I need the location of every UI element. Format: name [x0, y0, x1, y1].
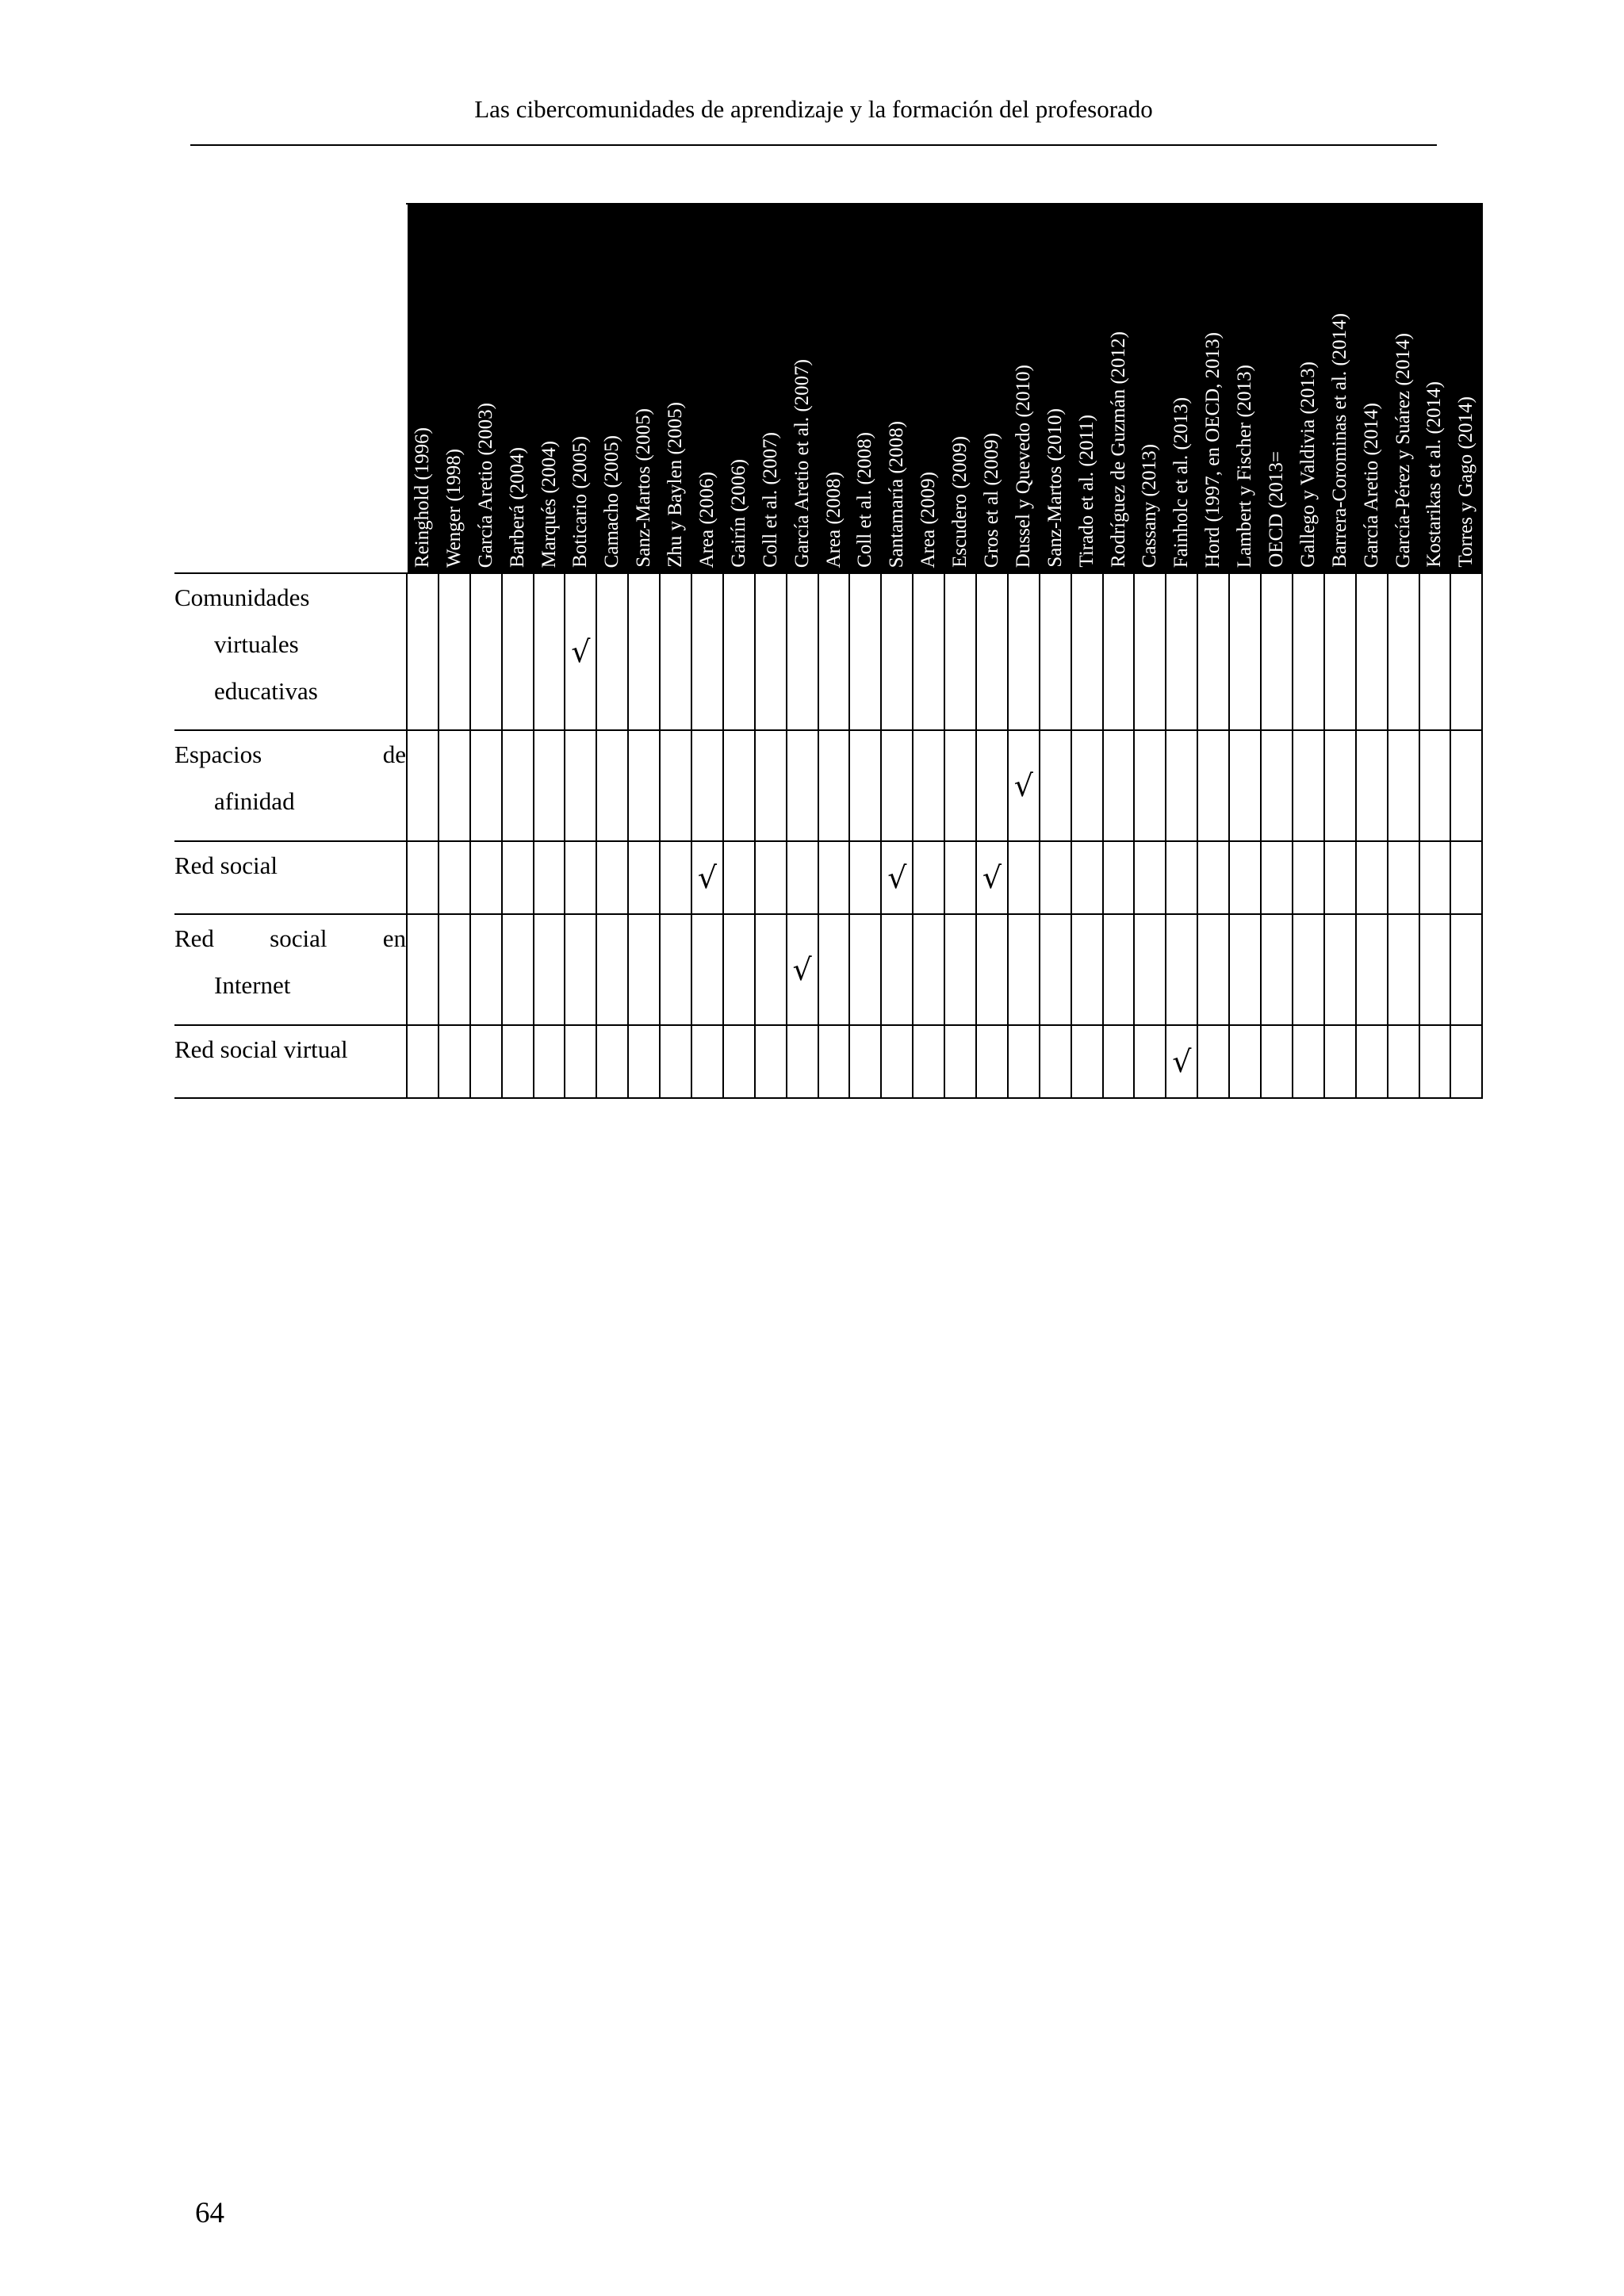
row-label-line: afinidad [214, 787, 295, 815]
author-name: Marqués (2004) [538, 440, 560, 568]
empty-cell [849, 730, 881, 841]
author-header [1229, 204, 1261, 573]
empty-cell [1134, 730, 1166, 841]
empty-cell [849, 841, 881, 914]
empty-cell [439, 914, 470, 1025]
row-label [174, 573, 407, 730]
empty-cell [723, 914, 755, 1025]
author-header [881, 204, 913, 573]
empty-cell [818, 573, 850, 730]
empty-cell [723, 1025, 755, 1098]
empty-cell [1197, 730, 1229, 841]
running-head: Las cibercomunidades de aprendizaje y la formación del profesorado [474, 95, 1153, 123]
author-name: García Aretio et al. (2007) [791, 358, 813, 568]
author-name: Boticario (2005) [569, 436, 592, 568]
empty-cell [1419, 730, 1451, 841]
empty-cell [1103, 573, 1135, 730]
empty-cell [1040, 1025, 1071, 1098]
author-header [849, 204, 881, 573]
empty-cell [1293, 914, 1324, 1025]
empty-cell [407, 730, 439, 841]
author-header [628, 204, 660, 573]
author-header [502, 204, 534, 573]
empty-cell [1071, 573, 1103, 730]
empty-cell [1166, 573, 1197, 730]
empty-cell [1071, 730, 1103, 841]
author-name: Barrera-Corominas et al. (2014) [1328, 313, 1350, 568]
empty-cell [1197, 573, 1229, 730]
empty-cell [660, 573, 691, 730]
empty-cell [1103, 914, 1135, 1025]
empty-cell [470, 573, 502, 730]
row-label [174, 730, 407, 841]
empty-cell [407, 841, 439, 914]
empty-cell [660, 914, 691, 1025]
empty-cell [407, 1025, 439, 1098]
empty-cell [1040, 841, 1071, 914]
author-header [660, 204, 691, 573]
empty-cell [1229, 573, 1261, 730]
empty-cell [755, 730, 787, 841]
empty-cell [1419, 841, 1451, 914]
empty-cell [534, 1025, 565, 1098]
author-header [1356, 204, 1388, 573]
author-header [1293, 204, 1324, 573]
empty-cell [1261, 730, 1293, 841]
author-header [1388, 204, 1419, 573]
empty-cell [534, 573, 565, 730]
empty-cell [596, 914, 628, 1025]
empty-cell [976, 730, 1008, 841]
author-name: Zhu y Baylen (2005) [665, 402, 687, 568]
check-mark: √ [792, 952, 812, 987]
empty-cell [881, 914, 913, 1025]
empty-cell [1356, 914, 1388, 1025]
empty-cell [1197, 914, 1229, 1025]
author-header [913, 204, 944, 573]
empty-cell [1293, 730, 1324, 841]
empty-cell [1008, 1025, 1040, 1098]
empty-cell [1197, 1025, 1229, 1098]
check-mark-cell [565, 573, 596, 730]
author-header [1103, 204, 1135, 573]
empty-cell [976, 914, 1008, 1025]
author-header [1071, 204, 1103, 573]
check-mark: √ [1172, 1044, 1192, 1079]
empty-cell [502, 1025, 534, 1098]
empty-cell [1229, 841, 1261, 914]
author-header [596, 204, 628, 573]
empty-cell [502, 914, 534, 1025]
empty-cell [1261, 841, 1293, 914]
author-name: Lambert y Fischer (2013) [1234, 364, 1256, 568]
row-label-line: Red social virtual [174, 1035, 348, 1063]
page-number: 64 [195, 2197, 224, 2229]
check-mark: √ [571, 634, 591, 669]
author-name: Coll et al. (2008) [854, 432, 876, 568]
empty-cell [596, 573, 628, 730]
empty-cell [913, 573, 944, 730]
empty-cell [976, 573, 1008, 730]
author-header [1261, 204, 1293, 573]
check-mark-cell [691, 841, 723, 914]
empty-cell [755, 914, 787, 1025]
author-header [439, 204, 470, 573]
empty-cell [818, 730, 850, 841]
empty-cell [1261, 1025, 1293, 1098]
author-name: García-Pérez y Suárez (2014) [1392, 332, 1414, 568]
row-label [174, 841, 407, 914]
empty-cell [1388, 914, 1419, 1025]
empty-cell [565, 1025, 596, 1098]
author-header [407, 204, 439, 573]
empty-cell [439, 1025, 470, 1098]
empty-cell [818, 841, 850, 914]
empty-cell [723, 841, 755, 914]
author-name: Hord (1997, en OECD, 2013) [1202, 331, 1224, 568]
empty-cell [470, 914, 502, 1025]
author-header [755, 204, 787, 573]
empty-cell [913, 1025, 944, 1098]
author-name: Area (2008) [822, 471, 845, 568]
table-row [174, 573, 1482, 730]
empty-cell [1388, 730, 1419, 841]
empty-cell [944, 730, 976, 841]
empty-cell [534, 914, 565, 1025]
empty-cell [1071, 841, 1103, 914]
author-name: Wenger (1998) [442, 448, 465, 568]
empty-cell [976, 1025, 1008, 1098]
author-name: Gairín (2006) [727, 459, 749, 568]
row-label-line: Comunidades [174, 584, 310, 611]
table-row [174, 1025, 1482, 1098]
empty-cell [1356, 573, 1388, 730]
check-mark-cell [1166, 1025, 1197, 1098]
empty-cell [660, 841, 691, 914]
empty-cell [628, 730, 660, 841]
empty-cell [787, 1025, 818, 1098]
empty-cell [1229, 730, 1261, 841]
empty-cell [1419, 573, 1451, 730]
row-label [174, 914, 407, 1025]
empty-cell [1324, 730, 1356, 841]
author-name: Area (2006) [695, 471, 718, 568]
author-header [1040, 204, 1071, 573]
empty-cell [1356, 1025, 1388, 1098]
empty-cell [881, 730, 913, 841]
author-header [1134, 204, 1166, 573]
empty-cell [1166, 841, 1197, 914]
empty-cell [1419, 914, 1451, 1025]
empty-cell [628, 1025, 660, 1098]
empty-cell [1229, 914, 1261, 1025]
empty-cell [470, 1025, 502, 1098]
table-row [174, 841, 1482, 914]
empty-cell [596, 1025, 628, 1098]
author-name: Gallego y Valdivia (2013) [1297, 362, 1319, 568]
author-header [944, 204, 976, 573]
empty-cell [1261, 914, 1293, 1025]
author-name: Kostarikas et al. (2014) [1423, 381, 1446, 568]
empty-cell [818, 914, 850, 1025]
table-corner [174, 204, 407, 573]
empty-cell [1134, 914, 1166, 1025]
table-row [174, 730, 1482, 841]
check-mark-cell [881, 841, 913, 914]
empty-cell [1166, 730, 1197, 841]
empty-cell [913, 730, 944, 841]
empty-cell [1388, 1025, 1419, 1098]
author-header [818, 204, 850, 573]
check-mark: √ [887, 860, 907, 895]
empty-cell [1388, 841, 1419, 914]
empty-cell [881, 573, 913, 730]
author-name: Camacho (2005) [601, 434, 623, 568]
empty-cell [534, 730, 565, 841]
empty-cell [1040, 573, 1071, 730]
empty-cell [1103, 841, 1135, 914]
author-header [565, 204, 596, 573]
empty-cell [502, 841, 534, 914]
empty-cell [1008, 841, 1040, 914]
empty-cell [1229, 1025, 1261, 1098]
empty-cell [944, 1025, 976, 1098]
empty-cell [849, 1025, 881, 1098]
empty-cell [596, 841, 628, 914]
empty-cell [1008, 573, 1040, 730]
author-header [1166, 204, 1197, 573]
author-header [691, 204, 723, 573]
author-name: Reinghold (1996) [411, 427, 433, 568]
empty-cell [787, 573, 818, 730]
empty-cell [755, 841, 787, 914]
empty-cell [1324, 841, 1356, 914]
author-name: Sanz-Martos (2005) [633, 408, 655, 568]
empty-cell [502, 730, 534, 841]
empty-cell [565, 841, 596, 914]
author-name: Area (2009) [917, 471, 940, 568]
author-name: Escudero (2009) [949, 436, 971, 568]
author-name: Rodríguez de Guzmán (2012) [1107, 331, 1129, 568]
author-name: Dussel y Quevedo (2010) [1012, 364, 1034, 568]
empty-cell [439, 573, 470, 730]
empty-cell [1450, 1025, 1482, 1098]
author-header [1008, 204, 1040, 573]
empty-cell [470, 841, 502, 914]
empty-cell [755, 1025, 787, 1098]
author-header [470, 204, 502, 573]
author-name: OECD (2013= [1265, 451, 1287, 568]
header-rule [190, 144, 1437, 146]
empty-cell [944, 573, 976, 730]
empty-cell [944, 841, 976, 914]
empty-cell [628, 573, 660, 730]
empty-cell [470, 730, 502, 841]
empty-cell [913, 914, 944, 1025]
empty-cell [407, 573, 439, 730]
author-header [534, 204, 565, 573]
concept-author-table [174, 203, 1483, 1099]
author-name: Fainholc et al. (2013) [1170, 396, 1193, 568]
empty-cell [1293, 1025, 1324, 1098]
empty-cell [1134, 841, 1166, 914]
empty-cell [1197, 841, 1229, 914]
empty-cell [439, 841, 470, 914]
author-header [976, 204, 1008, 573]
empty-cell [1293, 573, 1324, 730]
check-mark-cell [1008, 730, 1040, 841]
empty-cell [849, 573, 881, 730]
author-name: García Aretio (2014) [1360, 402, 1382, 568]
empty-cell [755, 573, 787, 730]
empty-cell [1324, 1025, 1356, 1098]
empty-cell [596, 730, 628, 841]
check-mark-cell [976, 841, 1008, 914]
empty-cell [1324, 573, 1356, 730]
author-name: Barberá (2004) [506, 446, 528, 568]
empty-cell [723, 730, 755, 841]
author-header [1197, 204, 1229, 573]
empty-cell [628, 914, 660, 1025]
author-header [1324, 204, 1356, 573]
empty-cell [660, 730, 691, 841]
author-name: García Aretio (2003) [474, 402, 496, 568]
empty-cell [1450, 730, 1482, 841]
empty-cell [628, 841, 660, 914]
empty-cell [881, 1025, 913, 1098]
empty-cell [534, 841, 565, 914]
row-label-line: educativas [214, 677, 318, 705]
author-name: Coll et al. (2007) [759, 432, 781, 568]
empty-cell [1166, 914, 1197, 1025]
author-name: Tirado et al. (2011) [1075, 415, 1097, 568]
table-row [174, 914, 1482, 1025]
empty-cell [1040, 730, 1071, 841]
empty-cell [1356, 730, 1388, 841]
check-mark: √ [1013, 768, 1033, 803]
check-mark: √ [697, 860, 718, 895]
row-label [174, 1025, 407, 1098]
empty-cell [1450, 841, 1482, 914]
empty-cell [660, 1025, 691, 1098]
empty-cell [1450, 914, 1482, 1025]
empty-cell [691, 730, 723, 841]
empty-cell [1388, 573, 1419, 730]
empty-cell [1261, 573, 1293, 730]
empty-cell [1071, 914, 1103, 1025]
row-label-line: Red social [174, 851, 278, 879]
empty-cell [723, 573, 755, 730]
empty-cell [1134, 1025, 1166, 1098]
author-header [1419, 204, 1451, 573]
author-name: Cassany (2013) [1139, 443, 1161, 568]
empty-cell [691, 1025, 723, 1098]
empty-cell [407, 914, 439, 1025]
author-header [787, 204, 818, 573]
empty-cell [565, 914, 596, 1025]
author-header [1450, 204, 1482, 573]
empty-cell [691, 573, 723, 730]
empty-cell [565, 730, 596, 841]
empty-cell [1356, 841, 1388, 914]
empty-cell [691, 914, 723, 1025]
empty-cell [1071, 1025, 1103, 1098]
empty-cell [1040, 914, 1071, 1025]
row-label-line: Internet [214, 971, 291, 999]
empty-cell [502, 573, 534, 730]
author-header [723, 204, 755, 573]
empty-cell [849, 914, 881, 1025]
empty-cell [1008, 914, 1040, 1025]
empty-cell [1419, 1025, 1451, 1098]
empty-cell [1134, 573, 1166, 730]
author-name: Torres y Gago (2014) [1455, 396, 1477, 568]
empty-cell [913, 841, 944, 914]
author-header-row [174, 204, 1482, 573]
empty-cell [787, 841, 818, 914]
empty-cell [787, 730, 818, 841]
row-label-line: Espacios de [174, 740, 406, 768]
empty-cell [1293, 841, 1324, 914]
author-name: Santamaría (2008) [886, 420, 908, 568]
empty-cell [944, 914, 976, 1025]
empty-cell [1450, 573, 1482, 730]
empty-cell [818, 1025, 850, 1098]
row-label-line: Red social en [174, 924, 406, 952]
check-mark-cell [787, 914, 818, 1025]
row-label-line: virtuales [214, 630, 299, 658]
empty-cell [1103, 730, 1135, 841]
empty-cell [1324, 914, 1356, 1025]
author-name: Gros et al (2009) [980, 432, 1002, 568]
empty-cell [439, 730, 470, 841]
empty-cell [1103, 1025, 1135, 1098]
author-name: Sanz-Martos (2010) [1044, 408, 1066, 568]
check-mark: √ [982, 860, 1002, 895]
